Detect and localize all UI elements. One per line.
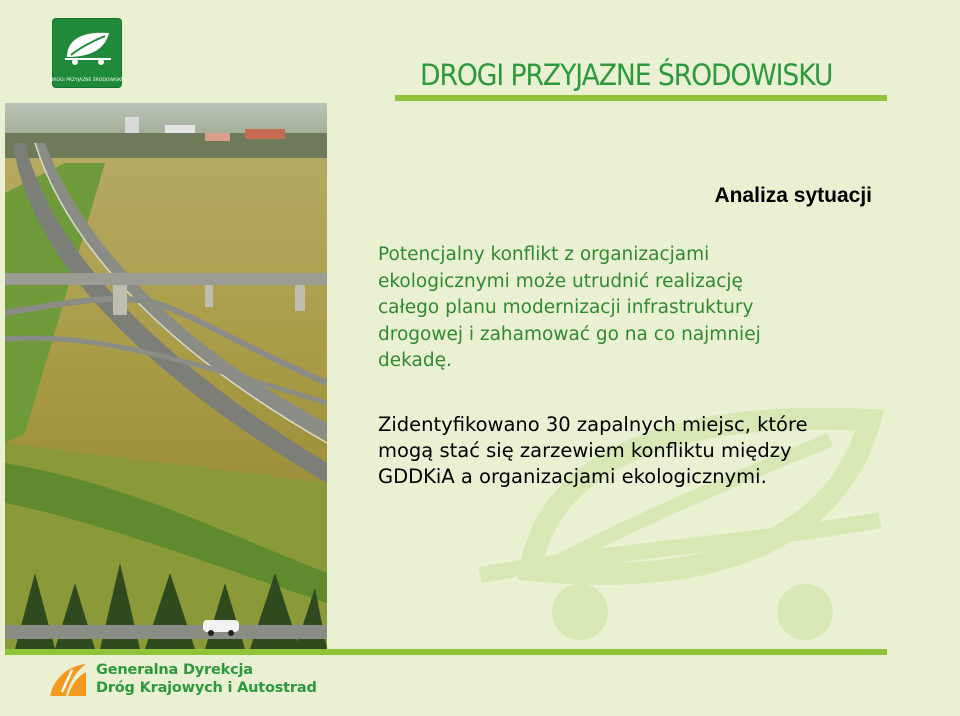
findings-paragraph: Zidentyfikowano 30 zapalnych miejsc, które mogą stać się zarzewiem konfliktu między GDDKiA a organizacjami ekologicznymi. [378,413,808,488]
page-title: DROGI PRZYJAZNE ŚRODOWISKU [420,58,833,92]
footer-org-line2: Dróg Krajowych i Autostrad [96,680,317,696]
gddkia-logo-icon [48,662,88,702]
eco-roads-logo [49,18,125,88]
footer-divider [5,649,887,655]
highway-aerial-photo [5,103,327,649]
situation-paragraph: Potencjalny konflikt z organizacjami ekologicznymi może utrudnić realizację całego planu modernizacji infrastruktury drogowej i zahamować go na co najmniej dekadę. [378,244,761,371]
leaf-car-icon [61,27,115,67]
logo-caption: DROGI PRZYJAZNE ŚRODOWISKU [49,77,125,83]
footer-org-line1: Generalna Dyrekcja [96,662,253,678]
title-divider [395,95,887,101]
section-heading: Analiza sytuacji [714,184,872,207]
